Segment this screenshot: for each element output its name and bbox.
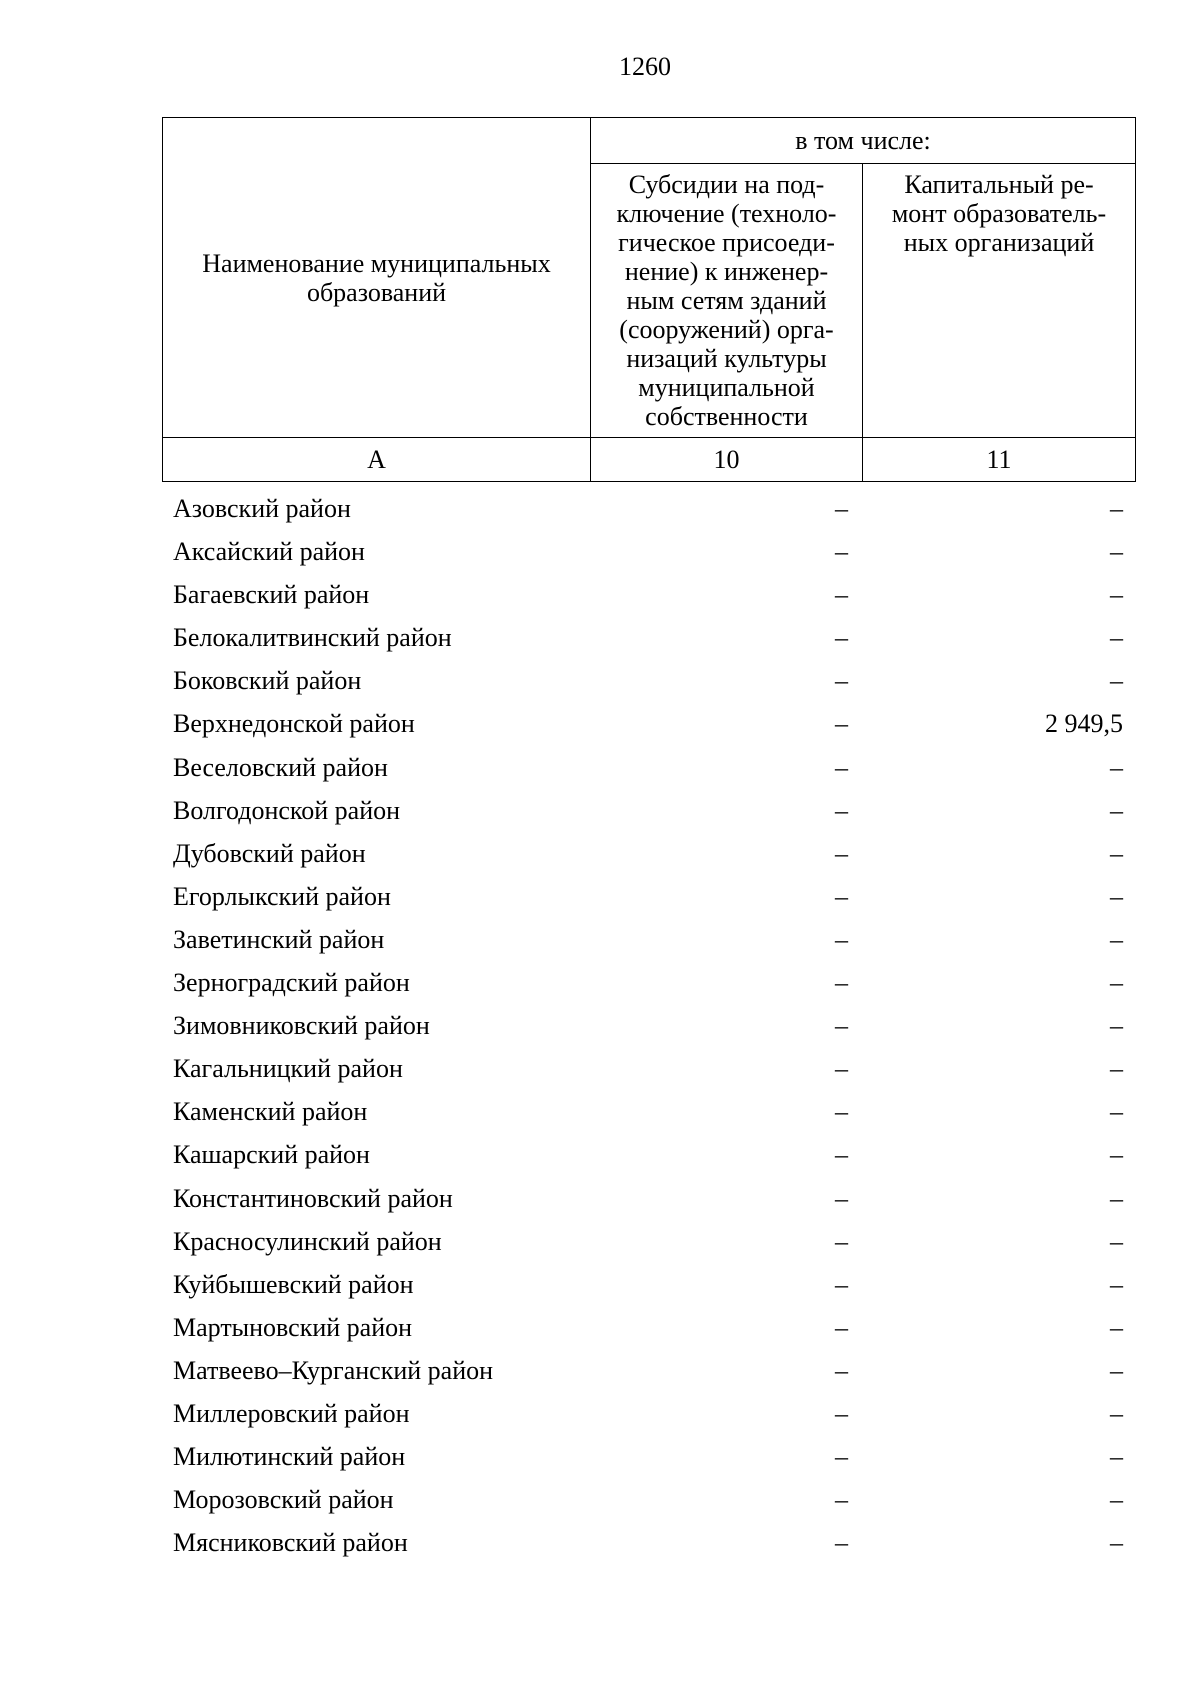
value-col11: – — [1110, 1011, 1123, 1041]
value-col10: – — [835, 924, 848, 954]
table-row — [162, 1263, 1135, 1306]
table-row — [162, 875, 1135, 918]
value-col10: – — [835, 795, 848, 825]
table-row — [162, 1220, 1135, 1263]
header-col10-line: низаций культуры — [626, 344, 827, 373]
header-col11-line: ных организаций — [903, 228, 1095, 257]
value-col10: – — [835, 838, 848, 868]
value-col10: – — [835, 666, 848, 696]
municipality-name: Кашарский район — [173, 1140, 370, 1170]
value-col10: – — [835, 1183, 848, 1213]
header-col11-capital-repair — [863, 164, 1136, 438]
value-col10: – — [835, 1140, 848, 1170]
table-row — [162, 1306, 1135, 1349]
municipality-name: Мартыновский район — [173, 1312, 413, 1342]
table-row — [162, 1177, 1135, 1220]
municipality-name: Егорлыкский район — [173, 881, 391, 911]
header-col10-line: ключение (техноло- — [616, 199, 837, 228]
value-col11: – — [1110, 494, 1123, 523]
value-col11: – — [1110, 537, 1123, 567]
value-col11: – — [1110, 752, 1123, 782]
table-row — [162, 1435, 1135, 1478]
table-row — [162, 1090, 1135, 1133]
municipality-name: Зимовниковский район — [173, 1011, 430, 1041]
value-col10: – — [835, 1226, 848, 1256]
municipality-name: Боковский район — [173, 666, 362, 696]
municipality-name: Дубовский район — [173, 838, 366, 868]
table-row — [162, 487, 1135, 530]
header-col10-line: (сооружений) орга- — [619, 315, 834, 344]
table-row — [162, 1478, 1135, 1521]
table-row — [162, 1521, 1135, 1564]
value-col11: – — [1110, 1140, 1123, 1170]
table-row — [162, 746, 1135, 789]
value-col11: – — [1110, 968, 1123, 998]
header-col-a-number: А — [163, 438, 591, 482]
municipality-name: Миллеровский район — [173, 1398, 410, 1428]
table-row — [162, 1004, 1135, 1047]
table-header — [162, 117, 1136, 482]
value-col11: 2 949,5 — [1045, 709, 1123, 739]
value-col10: – — [835, 580, 848, 610]
page-number: 1260 — [619, 52, 671, 81]
header-col10-line: ным сетям зданий — [626, 286, 827, 315]
municipality-name: Аксайский район — [173, 537, 365, 567]
value-col11: – — [1110, 1442, 1123, 1472]
value-col11: – — [1110, 580, 1123, 610]
value-col10: – — [835, 1442, 848, 1472]
table-body — [162, 487, 1135, 1564]
municipality-name: Кагальницкий район — [173, 1054, 403, 1084]
header-col11-number: 11 — [863, 438, 1136, 482]
value-col11: – — [1110, 623, 1123, 653]
value-col11: – — [1110, 1528, 1123, 1558]
value-col11: – — [1110, 1269, 1123, 1299]
header-col10-subsidies — [591, 164, 863, 438]
municipality-name: Азовский район — [173, 494, 351, 523]
value-col10: – — [835, 1355, 848, 1385]
header-col10-line: гическое присоеди- — [618, 228, 835, 257]
municipality-name: Куйбышевский район — [173, 1269, 414, 1299]
table-row — [162, 961, 1135, 1004]
table-row — [162, 702, 1135, 745]
value-col10: – — [835, 1011, 848, 1041]
municipality-name: Матвеево–Курганский район — [173, 1355, 494, 1385]
value-col11: – — [1110, 1054, 1123, 1084]
municipality-name: Константиновский район — [173, 1183, 453, 1213]
table-row — [162, 573, 1135, 616]
table-row — [162, 918, 1135, 961]
value-col10: – — [835, 709, 848, 739]
table-row — [162, 1392, 1135, 1435]
table-row — [162, 789, 1135, 832]
municipality-name: Белокалитвинский район — [173, 623, 452, 653]
value-col10: – — [835, 881, 848, 911]
header-col11-line: Капитальный ре- — [904, 170, 1094, 199]
value-col11: – — [1110, 666, 1123, 696]
value-col10: – — [835, 623, 848, 653]
municipality-name: Красносулинский район — [173, 1226, 442, 1256]
value-col10: – — [835, 1097, 848, 1127]
table-row — [162, 1133, 1135, 1176]
header-name-line: Наименование муниципальных — [202, 248, 551, 278]
header-col11-line: монт образователь- — [891, 199, 1107, 228]
value-col10: – — [835, 752, 848, 782]
value-col11: – — [1110, 1226, 1123, 1256]
header-col10-line: собственности — [645, 402, 808, 431]
value-col11: – — [1110, 795, 1123, 825]
header-col10-line: Субсидии на под- — [628, 170, 825, 199]
municipality-name: Милютинский район — [173, 1442, 406, 1472]
municipality-name: Волгодонской район — [173, 795, 401, 825]
header-col10-number: 10 — [591, 438, 863, 482]
value-col10: – — [835, 1054, 848, 1084]
header-col10-line: муниципальной — [638, 373, 815, 402]
table-row — [162, 659, 1135, 702]
value-col10: – — [835, 1312, 848, 1342]
header-municipality-name — [163, 118, 591, 438]
value-col11: – — [1110, 1485, 1123, 1515]
municipality-name: Мясниковский район — [173, 1528, 408, 1558]
value-col11: – — [1110, 924, 1123, 954]
header-col10-line: нение) к инженер- — [624, 257, 829, 286]
value-col11: – — [1110, 1312, 1123, 1342]
value-col11: – — [1110, 881, 1123, 911]
table-row — [162, 530, 1135, 573]
municipality-name: Морозовский район — [173, 1485, 394, 1515]
municipality-name: Веселовский район — [173, 752, 388, 782]
value-col11: – — [1110, 1097, 1123, 1127]
header-group-including: в том числе: — [591, 118, 1136, 164]
table-row — [162, 832, 1135, 875]
municipality-name: Багаевский район — [173, 580, 370, 610]
municipality-name: Заветинский район — [173, 924, 385, 954]
value-col10: – — [835, 968, 848, 998]
value-col10: – — [835, 1269, 848, 1299]
value-col10: – — [835, 537, 848, 567]
table-row — [162, 616, 1135, 659]
table-row — [162, 1047, 1135, 1090]
municipality-name: Каменский район — [173, 1097, 368, 1127]
value-col11: – — [1110, 1355, 1123, 1385]
value-col10: – — [835, 494, 848, 523]
municipality-name: Верхнедонской район — [173, 709, 415, 739]
table-row — [162, 1349, 1135, 1392]
value-col10: – — [835, 1398, 848, 1428]
municipality-name: Зерноградский район — [173, 968, 410, 998]
value-col10: – — [835, 1528, 848, 1558]
header-name-line: образований — [306, 277, 447, 307]
value-col11: – — [1110, 838, 1123, 868]
value-col11: – — [1110, 1398, 1123, 1428]
value-col11: – — [1110, 1183, 1123, 1213]
value-col10: – — [835, 1485, 848, 1515]
